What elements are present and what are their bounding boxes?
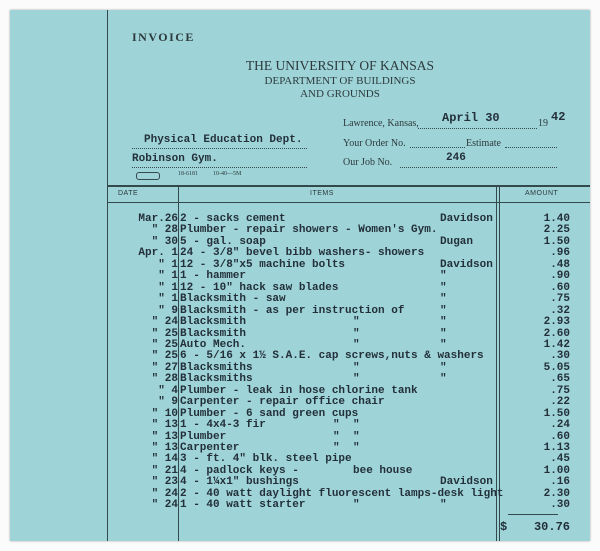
row-supplier: Davidson	[440, 213, 493, 225]
row-ditto-2: "	[353, 430, 360, 443]
row-date: " 9	[158, 396, 178, 409]
row-date: Mar.26	[138, 213, 178, 225]
date-line	[418, 128, 537, 129]
row-amount: .75	[550, 293, 570, 306]
customer-name: Physical Education Dept.	[144, 134, 303, 146]
table-row	[10, 488, 590, 499]
row-item: 4 - padlock keys -	[180, 464, 299, 477]
job-label: Our Job No.	[343, 157, 393, 168]
table-row	[10, 373, 590, 384]
row-item: 4 - 1¼x1" bushings	[180, 476, 299, 489]
form-number: 18-6181	[178, 171, 198, 177]
row-date: " 24	[151, 487, 178, 500]
estimate-label: Estimate	[466, 138, 501, 149]
customer-line-2	[132, 167, 307, 168]
row-date: " 1	[158, 270, 178, 283]
row-ditto-2: "	[353, 499, 360, 512]
row-date: " 1	[158, 293, 178, 306]
table-row	[10, 316, 590, 327]
table-row	[10, 224, 590, 235]
row-supplier: "	[440, 304, 447, 317]
order-line	[410, 147, 465, 148]
row-date: " 14	[151, 453, 178, 466]
row-date: " 23	[151, 476, 178, 489]
row-date: Apr. 1	[138, 247, 178, 260]
row-item: 1 - 40 watt starter	[180, 499, 306, 512]
row-date: " 4	[158, 384, 178, 397]
row-amount: .32	[550, 304, 570, 317]
row-amount: .16	[550, 476, 570, 489]
row-amount: 5.05	[543, 361, 570, 374]
row-date: " 24	[151, 499, 178, 512]
row-amount: .30	[550, 350, 570, 363]
row-item: Carpenter - repair office chair	[180, 396, 385, 409]
table-row	[10, 350, 590, 361]
currency-symbol: $	[500, 520, 508, 534]
table-row	[10, 339, 590, 350]
table-row	[10, 282, 590, 293]
row-date: " 28	[151, 373, 178, 386]
row-amount: 2.25	[543, 224, 570, 237]
row-item: 2 - sacks cement	[180, 213, 286, 225]
row-date: " 1	[158, 281, 178, 294]
table-row	[10, 419, 590, 430]
job-number: 246	[446, 152, 466, 164]
row-ditto-2: "	[353, 442, 360, 454]
row-ditto-2: "	[353, 327, 360, 340]
row-date: " 10	[151, 407, 178, 420]
invoice-total: 30.76	[533, 520, 570, 534]
row-item: Auto Mech.	[180, 338, 247, 351]
row-amount: .45	[550, 453, 570, 466]
row-item: 12 - 10" hack saw blades	[180, 281, 339, 294]
row-item: 1 - 4x4-3 fir	[180, 419, 266, 432]
row-item: Blacksmiths	[180, 361, 253, 374]
total-rule	[508, 514, 558, 515]
row-item: Plumber - leak in hose chlorine tank	[180, 384, 418, 397]
row-ditto-2: bee house	[353, 464, 413, 477]
table-row	[10, 396, 590, 407]
customer-line-1	[132, 148, 307, 149]
table-row	[10, 328, 590, 339]
row-supplier: "	[440, 361, 447, 374]
row-amount: .48	[550, 258, 570, 271]
row-supplier: "	[440, 293, 447, 306]
table-row	[10, 236, 590, 247]
row-date: " 25	[151, 350, 178, 363]
row-amount: 2.30	[543, 487, 570, 500]
table-row	[10, 293, 590, 304]
table-row	[10, 362, 590, 373]
row-item: 24 - 3/8" bevel bibb washers- showers	[180, 247, 425, 260]
row-ditto-2: "	[353, 361, 360, 374]
row-item: Plumber - 6 sand green cups	[180, 407, 359, 420]
table-top-rule	[107, 185, 590, 187]
row-supplier: "	[440, 338, 447, 351]
department-name: DEPARTMENT OF BUILDINGS	[264, 75, 416, 87]
row-amount: 1.50	[543, 235, 570, 248]
row-supplier: Davidson	[440, 258, 493, 271]
row-amount: .60	[550, 430, 570, 443]
invoice-label: INVOICE	[132, 30, 195, 44]
row-amount: .90	[550, 270, 570, 283]
invoice-sheet	[10, 10, 590, 541]
row-ditto-2: "	[353, 316, 360, 329]
table-row	[10, 431, 590, 442]
row-item: Blacksmith - saw	[180, 293, 286, 306]
row-date: " 25	[151, 327, 178, 340]
row-date: " 21	[151, 464, 178, 477]
row-date: " 24	[151, 316, 178, 329]
table-row	[10, 499, 590, 510]
print-code: 10-40—5M	[213, 171, 242, 177]
row-item: Blacksmith - as per instruction of	[180, 304, 405, 317]
row-item: 5 - gal. soap	[180, 235, 266, 248]
row-date: " 13	[151, 430, 178, 443]
row-amount: 1.42	[543, 338, 570, 351]
table-row	[10, 453, 590, 464]
customer-location: Robinson Gym.	[132, 153, 218, 165]
row-ditto-2: "	[353, 373, 360, 386]
row-item: 1 - hammer	[180, 270, 247, 283]
row-item: Plumber - repair showers - Women's Gym.	[180, 224, 438, 237]
row-date: " 27	[151, 361, 178, 374]
row-amount: .30	[550, 499, 570, 512]
university-name: THE UNIVERSITY OF KANSAS	[245, 58, 435, 73]
table-header-rule	[107, 202, 590, 203]
row-date: " 28	[151, 224, 178, 237]
row-date: " 1	[158, 258, 178, 271]
row-amount: 1.00	[543, 464, 570, 477]
row-supplier: "	[440, 281, 447, 294]
row-supplier: "	[440, 373, 447, 386]
date-column-header: DATE	[118, 190, 139, 197]
year-prefix: 19	[538, 118, 548, 129]
job-line	[400, 167, 557, 168]
row-supplier: "	[440, 316, 447, 329]
row-item: Blacksmiths	[180, 373, 253, 386]
department-name-line2: AND GROUNDS	[300, 88, 380, 100]
row-item: 2 - 40 watt daylight fluorescent lamps-desk light	[180, 487, 504, 500]
row-amount: 1.40	[543, 213, 570, 225]
row-supplier: "	[440, 327, 447, 340]
table-row	[10, 465, 590, 476]
table-row	[10, 385, 590, 396]
row-amount: .75	[550, 384, 570, 397]
location-label: Lawrence, Kansas,	[343, 118, 419, 129]
table-row	[10, 247, 590, 258]
table-row	[10, 270, 590, 281]
row-amount: 2.60	[543, 327, 570, 340]
row-supplier: Dugan	[440, 235, 474, 248]
row-amount: 1.50	[543, 407, 570, 420]
items-column-header: ITEMS	[310, 190, 334, 197]
row-item: 3 - ft. 4" blk. steel pipe	[180, 453, 352, 466]
table-row	[10, 305, 590, 316]
row-item: 12 - 3/8"x5 machine bolts	[180, 258, 346, 271]
row-amount: .24	[550, 419, 570, 432]
row-supplier: "	[440, 499, 447, 512]
year-suffix: 42	[551, 110, 566, 124]
row-item: Blacksmith	[180, 316, 247, 329]
union-label-icon	[136, 172, 160, 180]
row-supplier: "	[440, 270, 447, 283]
estimate-line	[505, 147, 557, 148]
row-amount: 1.13	[543, 442, 570, 454]
row-amount: .60	[550, 281, 570, 294]
row-date: " 13	[151, 442, 178, 454]
row-ditto-1: "	[333, 419, 340, 432]
amount-column-header: AMOUNT	[525, 190, 559, 197]
row-ditto-2: "	[353, 419, 360, 432]
row-ditto-2: "	[353, 338, 360, 351]
row-date: " 30	[151, 235, 178, 248]
row-item: Carpenter	[180, 442, 240, 454]
table-row	[10, 476, 590, 487]
row-amount: 2.93	[543, 316, 570, 329]
table-row	[10, 259, 590, 270]
row-item: Plumber	[180, 430, 227, 443]
table-row	[10, 213, 590, 224]
row-date: " 13	[151, 419, 178, 432]
row-date: " 25	[151, 338, 178, 351]
row-supplier: Davidson	[440, 476, 493, 489]
invoice-date: April 30	[442, 111, 500, 125]
row-amount: .22	[550, 396, 570, 409]
table-row	[10, 408, 590, 419]
row-date: " 9	[158, 304, 178, 317]
row-amount: .65	[550, 373, 570, 386]
row-item: 6 - 5/16 x 1½ S.A.E. cap screws,nuts & washers	[180, 350, 484, 363]
row-amount: .96	[550, 247, 570, 260]
row-ditto-1: "	[333, 442, 340, 454]
row-ditto-1: "	[333, 430, 340, 443]
row-item: Blacksmith	[180, 327, 247, 340]
order-label: Your Order No.	[343, 138, 406, 149]
table-row	[10, 442, 590, 453]
